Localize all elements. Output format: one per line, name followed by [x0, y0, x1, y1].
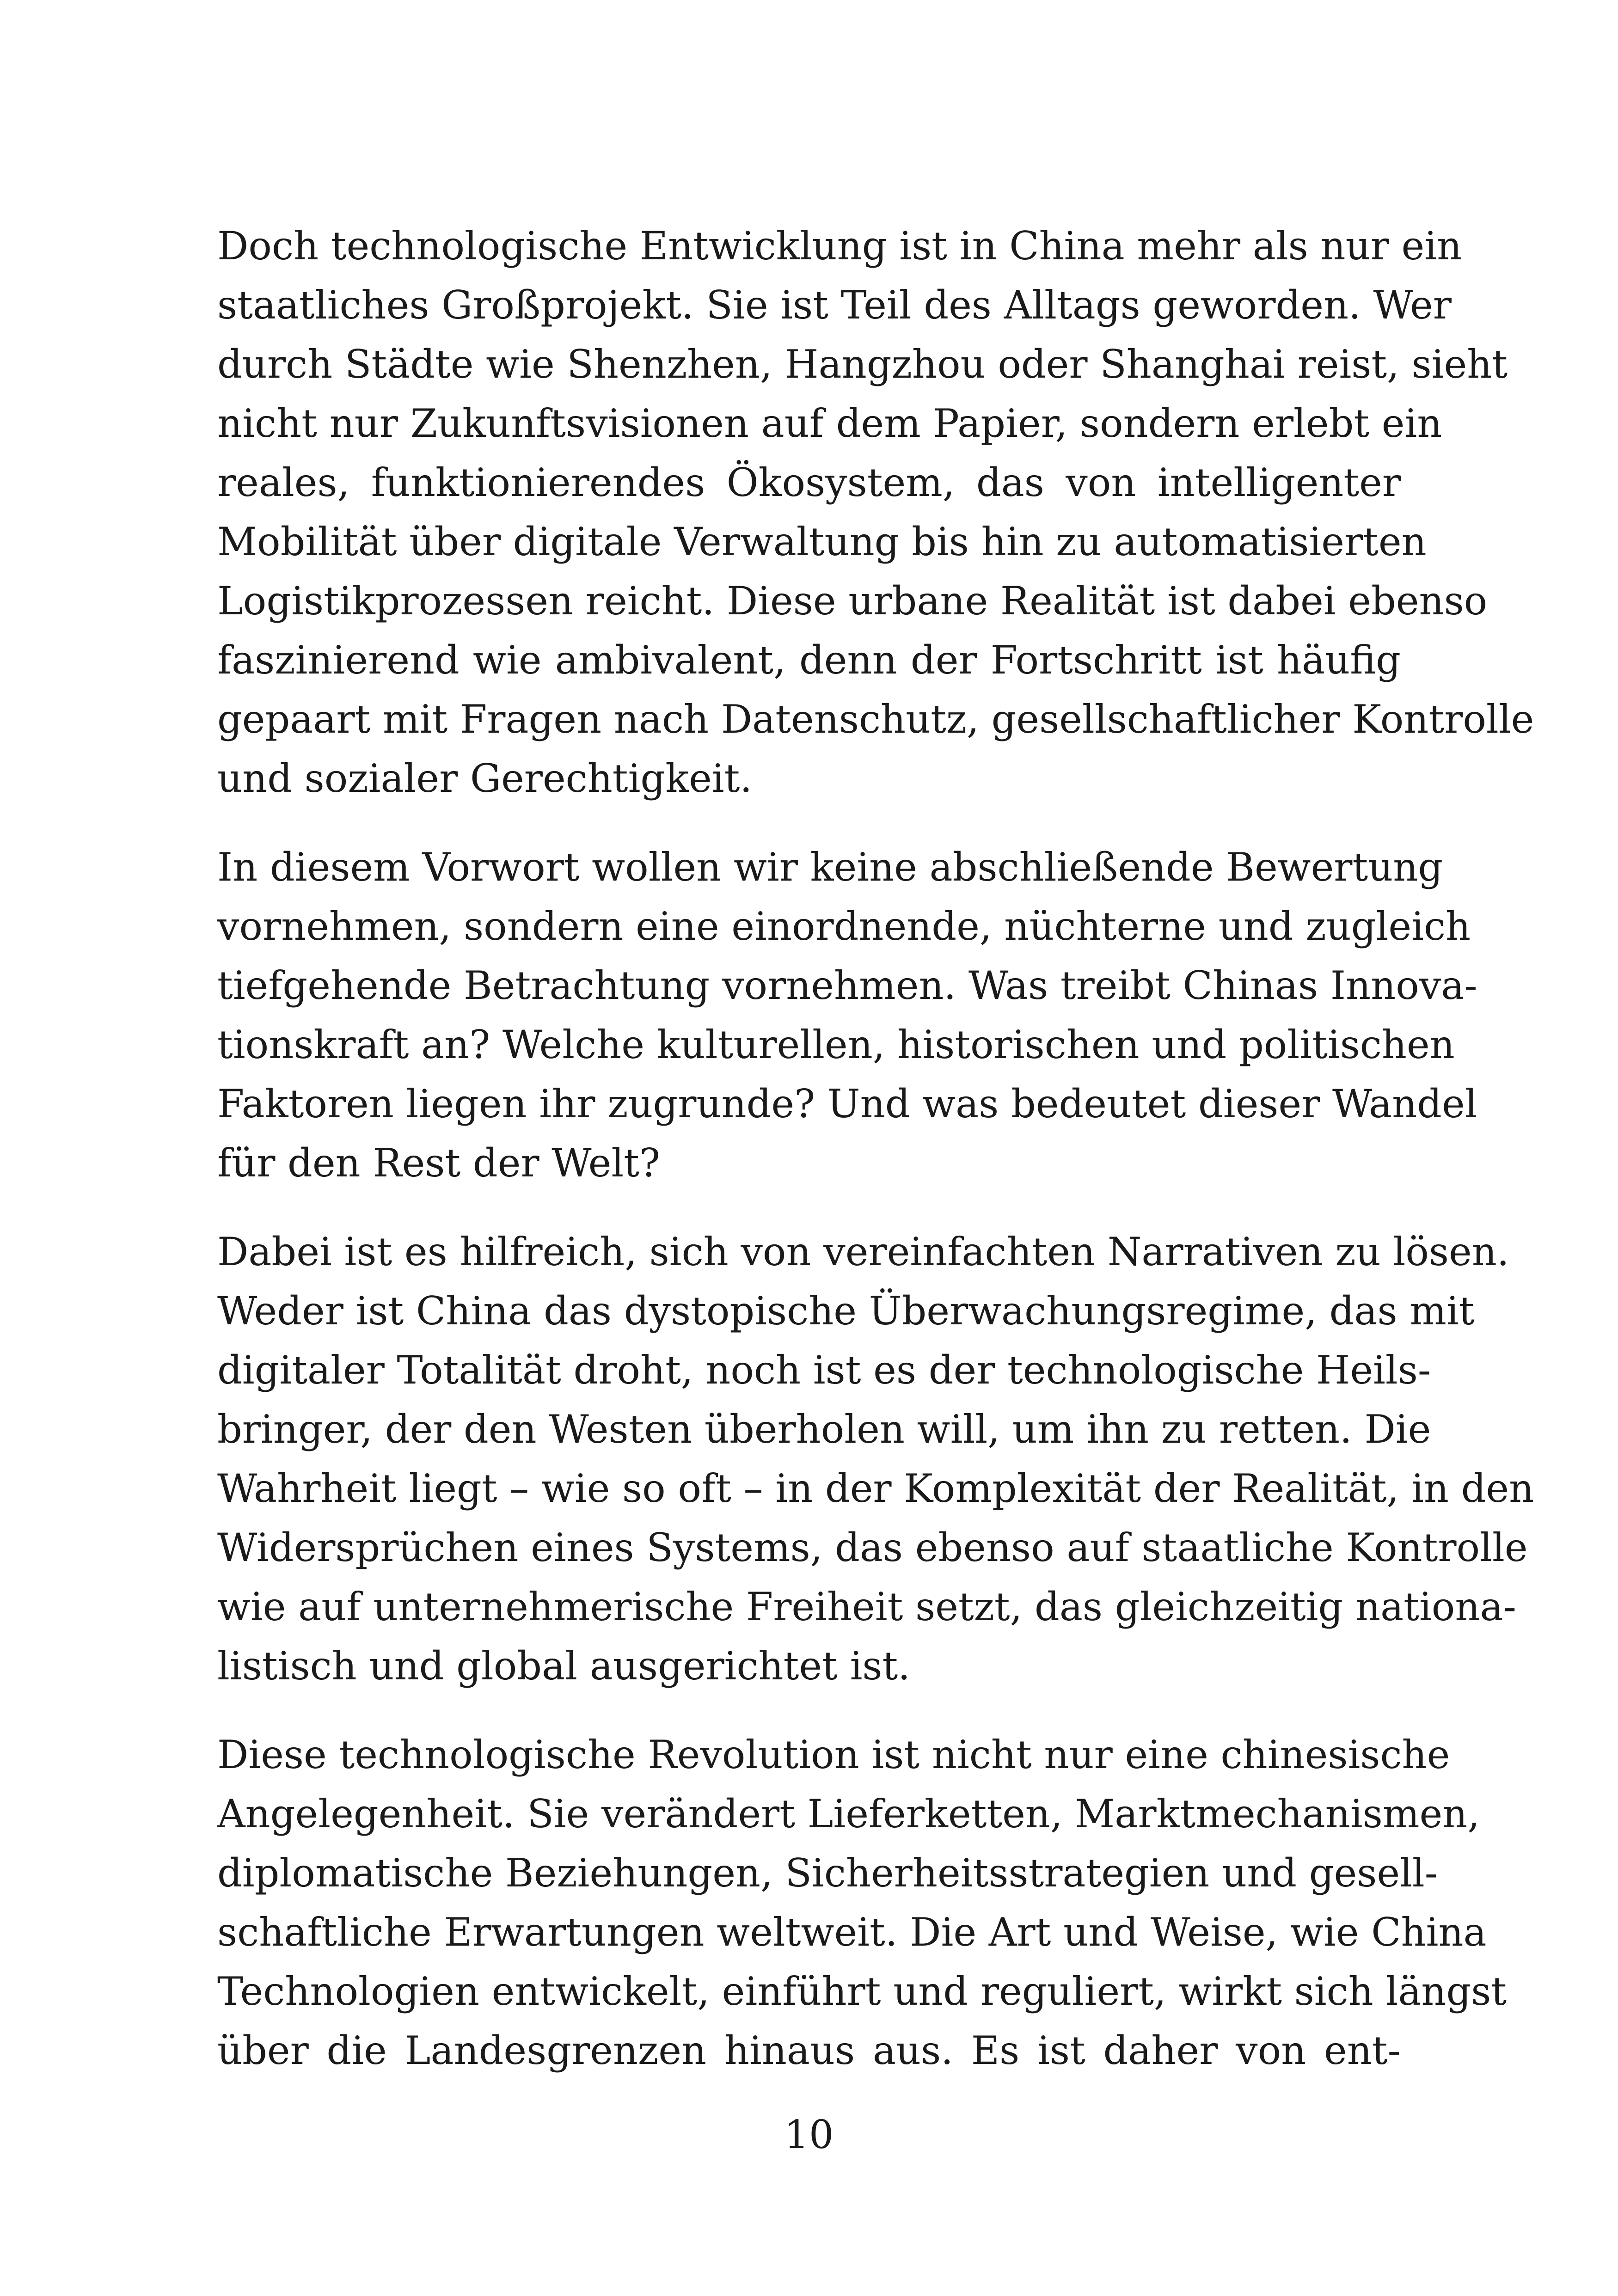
text-line: In diesem Vorwort wollen wir keine abschließende Bewertung	[217, 845, 1443, 890]
text-line: schaftliche Erwartungen weltweit. Die Art und Weise, wie China	[217, 1910, 1487, 1955]
paragraph	[217, 1222, 1534, 1696]
text-line: vornehmen, sondern eine einordnende, nüchterne und zugleich	[217, 904, 1471, 949]
text-line: Diese technologische Revolution ist nicht nur eine chinesische	[217, 1732, 1450, 1777]
text-line: für den Rest der Welt?	[217, 1140, 661, 1186]
text-line: Doch technologische Entwicklung ist in China mehr als nur ein	[217, 223, 1462, 269]
text-line: Logistikprozessen reicht. Diese urbane Realität ist dabei ebenso	[217, 578, 1488, 624]
text-line: diplomatische Beziehungen, Sicherheitsstrategien und gesell-	[217, 1850, 1438, 1896]
text-line: faszinierend wie ambivalent, denn der Fortschritt ist häufig	[217, 637, 1401, 683]
text-line: tiefgehende Betrachtung vornehmen. Was treibt Chinas Innova-	[217, 963, 1477, 1008]
paragraph	[217, 838, 1477, 1193]
text-line: Faktoren liegen ihr zugrunde? Und was bedeutet dieser Wandel	[217, 1081, 1477, 1127]
text-line: Technologien entwickelt, einführt und reguliert, wirkt sich längst	[217, 1969, 1507, 2014]
text-line: und sozialer Gerechtigkeit.	[217, 756, 753, 801]
text-line: Angelegenheit. Sie verändert Lieferketten, Marktmechanismen,	[217, 1791, 1480, 1837]
text-line: digitaler Totalität droht, noch ist es der technologische Heils-	[217, 1347, 1431, 1393]
text-line: Weder ist China das dystopische Überwachungsregime, das mit	[217, 1288, 1475, 1334]
text-line: staatliches Großprojekt. Sie ist Teil des Alltags geworden. Wer	[217, 282, 1452, 328]
paragraph	[217, 1725, 1507, 2080]
text-line: Mobilität über digitale Verwaltung bis hin zu automatisierten	[217, 519, 1427, 564]
text-line: Dabei ist es hilfreich, sich von vereinfachten Narrativen zu lösen.	[217, 1229, 1509, 1274]
text-line: tionskraft an? Welche kulturellen, historischen und politischen	[217, 1022, 1455, 1067]
text-line: Wahrheit liegt – wie so oft – in der Komplexität der Realität, in den	[217, 1466, 1534, 1511]
body-text	[217, 216, 1534, 2110]
text-line: durch Städte wie Shenzhen, Hangzhou oder Shanghai reist, sieht	[217, 342, 1508, 387]
page-number: 10	[784, 2112, 834, 2157]
text-line: bringer, der den Westen überholen will, um ihn zu retten. Die	[217, 1407, 1431, 1452]
text-line: über die Landesgrenzen hinaus aus. Es ist daher von ent-	[217, 2028, 1401, 2073]
text-line: gepaart mit Fragen nach Datenschutz, gesellschaftlicher Kontrolle	[217, 697, 1534, 742]
paragraph-container	[217, 216, 1534, 2080]
text-line: Widersprüchen eines Systems, das ebenso auf staatliche Kontrolle	[217, 1525, 1528, 1570]
text-line: reales, funktionierendes Ökosystem, das von intelligenter	[217, 460, 1401, 505]
text-line: listisch und global ausgerichtet ist.	[217, 1643, 910, 1689]
paragraph	[217, 216, 1534, 808]
text-line: wie auf unternehmerische Freiheit setzt, das gleichzeitig nationa-	[217, 1584, 1516, 1629]
text-line: nicht nur Zukunftsvisionen auf dem Papier, sondern erlebt ein	[217, 401, 1442, 446]
